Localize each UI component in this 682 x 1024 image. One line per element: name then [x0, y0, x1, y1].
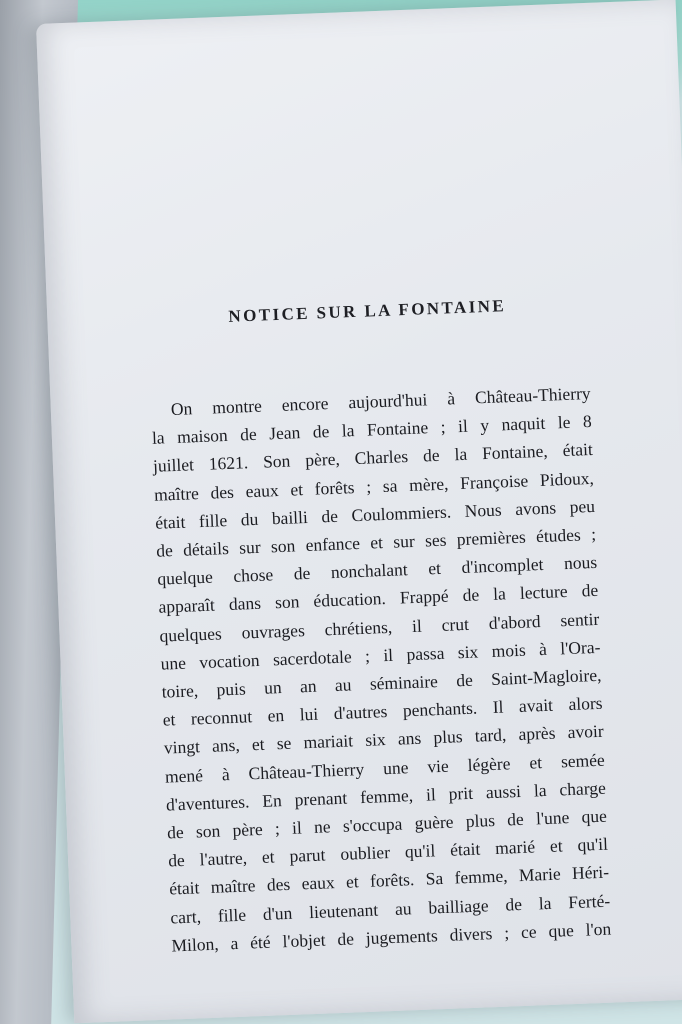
text-line: vingt ans, et se mariait six ans plus tard, après avoir [163, 721, 604, 759]
text-line: toire, puis un an au séminaire de Saint-Magloire, [161, 664, 602, 702]
text-line: apparaît dans son éducation. Frappé de la lecture de [158, 580, 599, 618]
text-line: juillet 1621. Son père, Charles de la Fontaine, était [152, 439, 594, 477]
page-title: NOTICE SUR LA FONTAINE [228, 296, 507, 326]
text-line: et reconnut en lui d'autres penchants. Il avait alors [162, 692, 603, 730]
text-line: la maison de Jean de la Fontaine ; il y naquit le 8 [151, 411, 593, 449]
text-line: d'aventures. En prenant femme, il prit aussi la charge [165, 777, 607, 815]
text-line: une vocation sacerdotale ; il passa six mois à l'Ora- [160, 636, 601, 674]
body-paragraph [150, 379, 611, 960]
text-line: était fille du bailli de Coulommiers. Nous avons peu [154, 495, 596, 533]
text-line: était maître des eaux et forêts. Sa femme, Marie Héri- [168, 862, 610, 899]
text-line: maître des eaux et forêts ; sa mère, Françoise Pidoux, [153, 467, 595, 505]
book-page [36, 0, 682, 1023]
text-line: mené à Château-Thierry une vie légère et semée [164, 749, 606, 787]
text-line: Milon, a été l'objet de jugements divers ; ce que l'on [171, 918, 612, 956]
text-line: quelque chose de nonchalant et d'incomplet nous [157, 552, 598, 589]
text-line: de l'autre, et parut oublier qu'il était marié et qu'il [167, 833, 609, 871]
text-line: de détails sur son enfance et sur ses premières études ; [155, 523, 597, 561]
text-line: quelques ouvrages chrétiens, il crut d'abord sentir [159, 608, 600, 646]
text-line: On montre encore aujourd'hui à Château-Thierry [170, 382, 591, 420]
page-text-block [147, 293, 612, 959]
text-line: cart, fille d'un lieutenant au bailliage de la Ferté- [170, 890, 611, 928]
text-line: de son père ; il ne s'occupa guère plus de l'une que [166, 805, 608, 843]
